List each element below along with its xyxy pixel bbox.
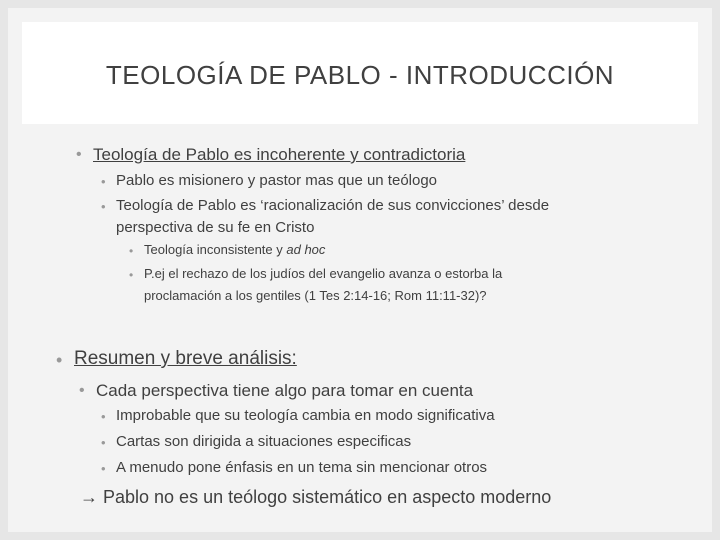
bullet-icon: • [101, 435, 106, 450]
section1-point-1: Pablo es misionero y pastor mas que un teólogo [116, 172, 438, 189]
section1-subpoint-2-cont: proclamación a los gentiles (1 Tes 2:14-16; Rom 11:11-32)? [144, 288, 487, 303]
bullet-icon: • [101, 409, 106, 424]
section1-point-2: Teología de Pablo es ‘racionalización de sus convicciones’ desde [116, 197, 550, 214]
section2-point-2: Cartas son dirigida a situaciones especificas [116, 433, 412, 450]
bullet-icon: • [56, 350, 63, 370]
bullet-icon: • [129, 244, 134, 258]
slide-title: TEOLOGÍA DE PABLO - INTRODUCCIÓN [105, 60, 615, 90]
section1-subpoint-1 [144, 240, 325, 260]
section2-point-1: Improbable que su teología cambia en modo significativa [116, 407, 495, 424]
bullet-icon: • [79, 382, 85, 399]
conclusion-text: → Pablo no es un teólogo sistemático en aspecto moderno [80, 487, 552, 507]
bullet-icon: • [101, 174, 106, 189]
bullet-icon: • [129, 268, 134, 282]
bullet-icon: • [101, 461, 106, 476]
section1-point-2-cont: perspectiva de su fe en Cristo [116, 219, 315, 236]
section1-subpoint-2: P.ej el rechazo de los judíos del evangelio avanza o estorba la [144, 266, 503, 281]
subpoint-1-text: Teología inconsistente y [144, 242, 287, 257]
section1-heading: Teología de Pablo es incoherente y contradictoria [93, 145, 466, 164]
section2-subheading: Cada perspectiva tiene algo para tomar en cuenta [96, 381, 474, 400]
section2-point-3: A menudo pone énfasis en un tema sin mencionar otros [116, 459, 488, 476]
section2-heading: Resumen y breve análisis: [74, 348, 297, 369]
bullet-icon: • [76, 146, 82, 163]
bullet-icon: • [101, 199, 106, 214]
subpoint-1-emphasis: ad hoc [286, 242, 326, 257]
